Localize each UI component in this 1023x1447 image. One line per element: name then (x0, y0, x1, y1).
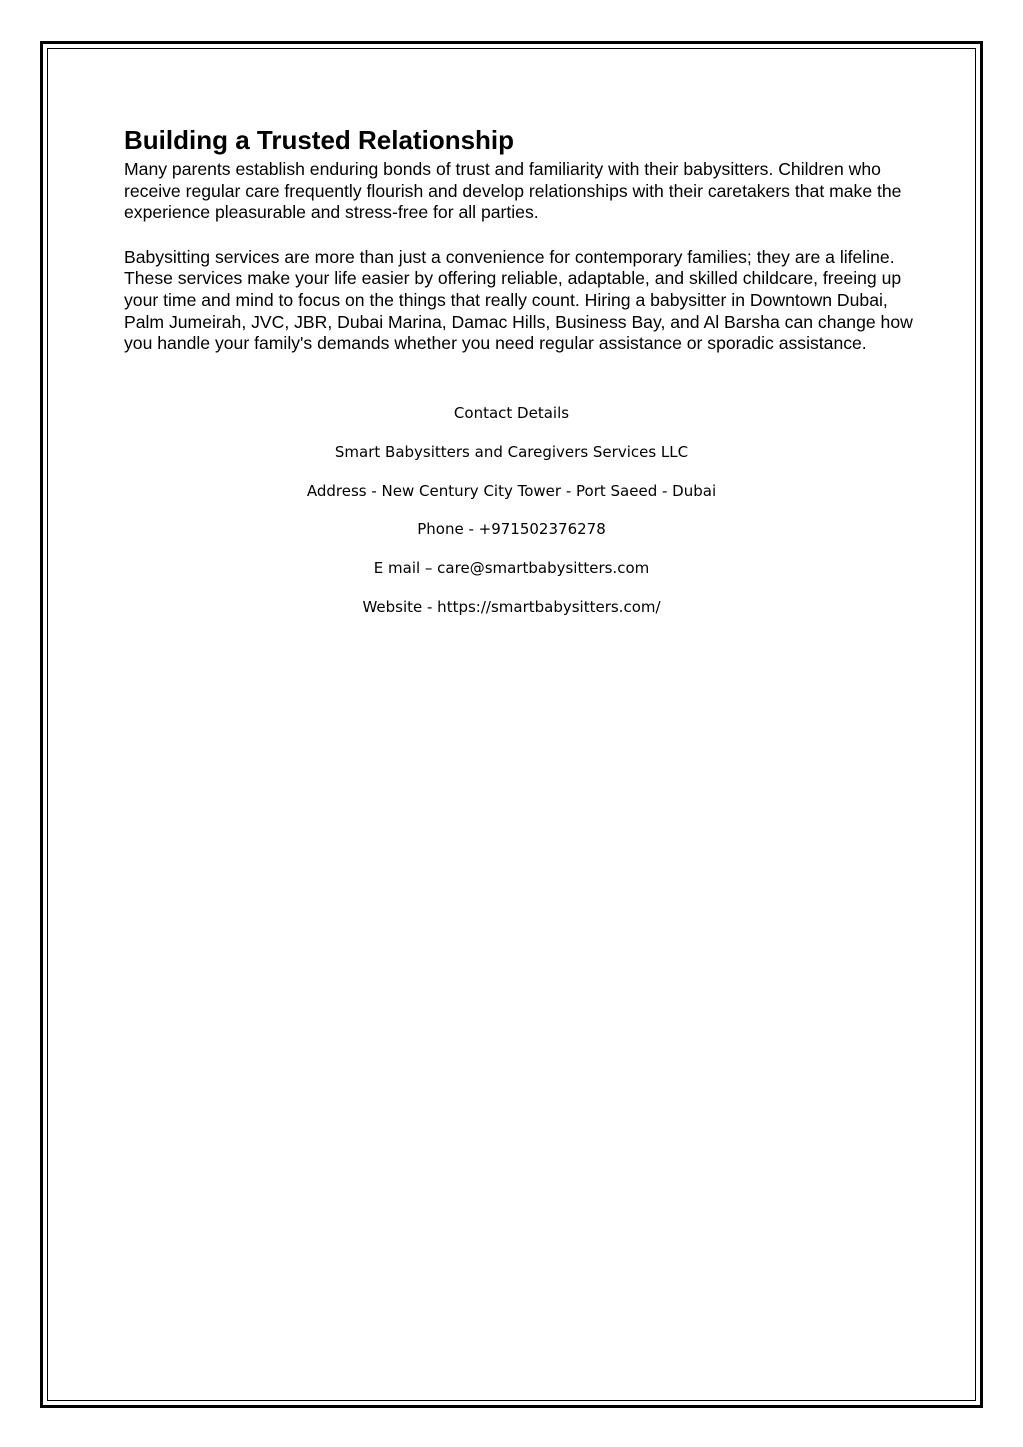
paragraph-trust: Many parents establish enduring bonds of trust and familiarity with their babysitters. Children who receive regular care frequently flourish and develop relationships with their caretakers that make the experience pleasurable and stress-free for all parties. (124, 159, 902, 223)
contact-address: Address - New Century City Tower - Port Saeed - Dubai (306, 482, 717, 500)
contact-title: Contact Details (453, 404, 570, 422)
document-body (124, 124, 914, 355)
contact-phone: Phone - +971502376278 (417, 520, 606, 538)
contact-company: Smart Babysitters and Caregivers Services LLC (334, 443, 689, 461)
section-heading: Building a Trusted Relationship (124, 125, 515, 155)
contact-email: E mail – care@smartbabysitters.com (373, 559, 650, 577)
paragraph-services: Babysitting services are more than just a convenience for contemporary families; they are a lifeline. These services make your life easier by offering reliable, adaptable, and skilled childcare, freeing up your time and mind to focus on the things that really count. Hiring a babysitter in Downtown Dubai, Palm Jumeirah, JVC, JBR, Dubai Marina, Damac Hills, Business Bay, and Al Barsha can change how you handle your family's demands whether you need regular assistance or sporadic assistance. (124, 246, 913, 354)
contact-website: Website - https://smartbabysitters.com/ (362, 598, 661, 616)
